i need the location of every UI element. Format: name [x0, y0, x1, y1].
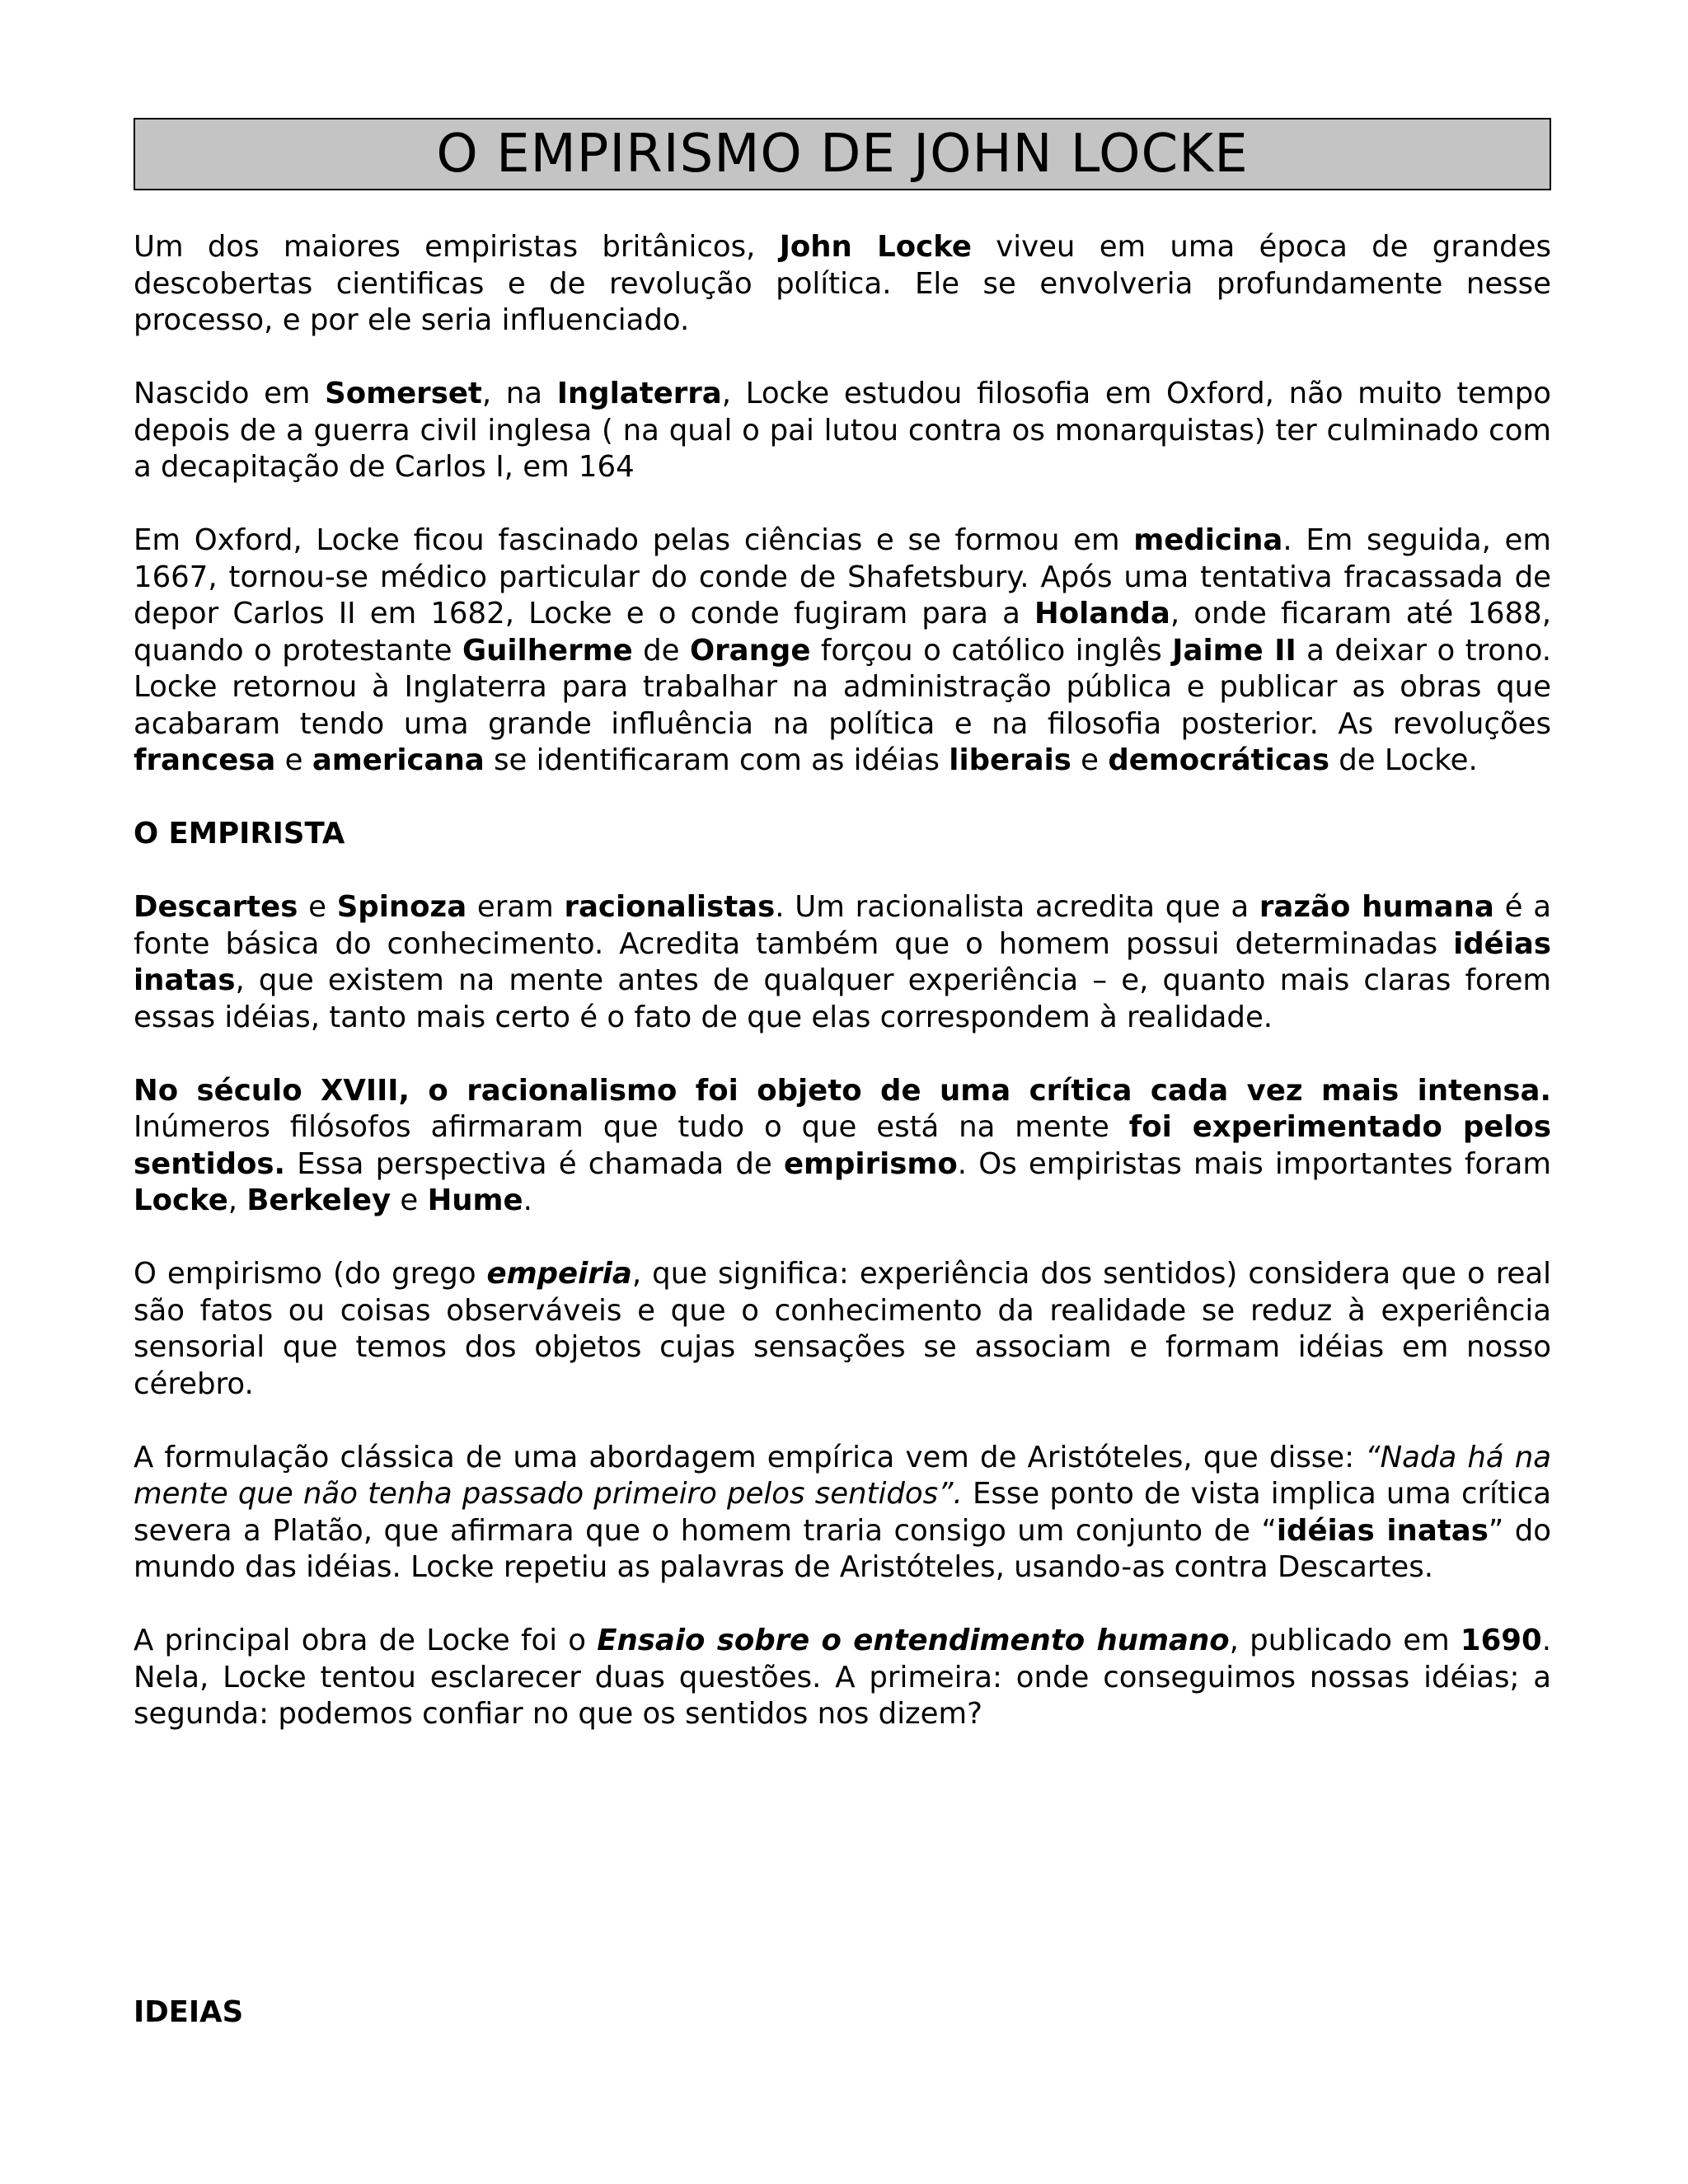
paragraph-rationalists: [134, 889, 1551, 1036]
bold-run: Jaime II: [1172, 633, 1296, 668]
bold-run: Berkeley: [246, 1183, 392, 1217]
text-run: viveu em uma época de grandes descobertas cientificas e de revolução política. Ele se envolveria profundamente nesse processo, e por ele seria influenciado.: [134, 230, 1551, 337]
section-heading-ideias: IDEIAS: [134, 1995, 244, 2029]
paragraph-critique: [134, 1073, 1551, 1220]
bold-run: foi experimentado pelos sentidos.: [134, 1110, 1552, 1181]
bold-run: Guilherme: [462, 633, 633, 668]
text-run: , publicado em: [1229, 1624, 1461, 1657]
text-run: . Em seguida, em 1667, tornou-se médico particular do conde de Shafetsbury. Após uma tentativa fracassada de depor Carlos II em 1682, Locke e o conde fugiram para a: [134, 523, 1551, 630]
text-run: de Locke.: [1329, 743, 1478, 777]
page-title: O EMPIRISMO DE JOHN LOCKE: [436, 124, 1249, 185]
text-run: eram: [467, 890, 565, 924]
bold-italic-run: Ensaio sobre o entendimento humano: [597, 1624, 1230, 1657]
text-run: ” do mundo das idéias. Locke repetiu as palavras de Aristóteles, usando-as contra Descartes.: [134, 1513, 1551, 1584]
text-run: e: [391, 1183, 428, 1217]
bold-run: Locke: [134, 1183, 228, 1217]
bold-run: francesa: [134, 743, 276, 777]
bold-run: liberais: [949, 743, 1071, 777]
paragraph-ensaio: [134, 1623, 1551, 1733]
bold-run: racionalistas: [564, 890, 776, 924]
text-run: . Os empiristas mais importantes foram: [957, 1146, 1551, 1181]
text-run: a deixar o trono. Locke retornou à Inglaterra para trabalhar na administração pública e publicar as obras que acabaram tendo uma grande influência na política e na filosofia posterior. As revoluções: [134, 633, 1551, 741]
text-run: , que existem na mente antes de qualquer experiência – e, quanto mais claras forem essas idéias, tanto mais certo é o fato de que elas correspondem à realidade.: [134, 963, 1551, 1034]
text-run: , que significa: experiência dos sentidos) considera que o real são fatos ou coisas observáveis e que o conhecimento da realidade se reduz à experiência sensorial que temos dos objetos cujas sensações se associam e formam idéias em nosso cérebro.: [134, 1257, 1551, 1401]
bold-run: americana: [312, 743, 485, 777]
paragraph-birth: [134, 376, 1551, 486]
text-run: O empirismo (do grego: [134, 1257, 487, 1291]
section-heading-empirista: O EMPIRISTA: [134, 817, 345, 851]
text-run: de: [632, 633, 690, 668]
text-run: ,: [227, 1183, 247, 1217]
bold-run: Spinoza: [336, 890, 467, 924]
text-run: Inúmeros filósofos afirmaram que tudo o que está na mente: [134, 1110, 1129, 1144]
text-run: . Um racionalista acredita que a: [775, 890, 1259, 924]
bold-run: idéias inatas: [134, 926, 1551, 997]
bold-run: No século XVIII, o racionalismo foi objeto de uma crítica cada vez mais intensa.: [134, 1073, 1551, 1108]
text-run: forçou o católico inglês: [810, 633, 1173, 668]
text-run: , Locke estudou filosofia em Oxford, não muito tempo depois de a guerra civil inglesa ( na qual o pai lutou contra os monarquistas) ter culminado com a decapitação de Carlos I, em 164: [134, 377, 1552, 484]
text-run: , na: [481, 377, 557, 410]
text-run: e: [298, 890, 337, 924]
text-run: A principal obra de Locke foi o: [134, 1624, 598, 1657]
document-body: [134, 229, 1551, 1769]
paragraph-aristoteles: [134, 1440, 1551, 1586]
bold-run: empirismo: [783, 1146, 958, 1181]
bold-run: John Locke: [779, 230, 972, 264]
bold-run: democráticas: [1108, 743, 1329, 777]
text-run: A formulação clássica de uma abordagem empírica vem de Aristóteles, que disse:: [134, 1440, 1366, 1474]
paragraph-oxford: [134, 523, 1551, 780]
paragraph-intro: [134, 229, 1551, 340]
text-run: se identificaram com as idéias: [484, 743, 950, 777]
bold-run: Somerset: [325, 377, 482, 410]
bold-run: Holanda: [1034, 597, 1170, 630]
bold-run: 1690: [1460, 1624, 1542, 1657]
bold-run: razão humana: [1259, 890, 1494, 924]
text-run: Essa perspectiva é chamada de: [285, 1146, 784, 1181]
text-run: .: [523, 1183, 532, 1217]
text-run: e: [275, 743, 312, 777]
paragraph-empirismo-definition: [134, 1256, 1551, 1403]
text-run: e: [1071, 743, 1109, 777]
text-run: Em Oxford, Locke ficou fascinado pelas ciências e se formou em: [134, 523, 1134, 557]
bold-run: Inglaterra: [556, 377, 722, 410]
text-run: é a fonte básica do conhecimento. Acredita também que o homem possui determinadas: [134, 890, 1551, 961]
title-box: [134, 118, 1551, 190]
bold-italic-run: empeiria: [486, 1257, 632, 1291]
bold-run: Descartes: [134, 890, 298, 924]
bold-run: Hume: [427, 1183, 523, 1217]
bold-run: idéias inatas: [1276, 1513, 1489, 1548]
text-run: Esse ponto de vista implica uma crítica severa a Platão, que afirmara que o homem traria consigo um conjunto de “: [134, 1477, 1551, 1548]
bold-run: Orange: [690, 633, 811, 668]
italic-quote: “Nada há na mente que não tenha passado primeiro pelos sentidos”.: [134, 1440, 1551, 1511]
text-run: Nascido em: [134, 377, 326, 410]
text-run: , onde ficaram até 1688, quando o protestante: [134, 597, 1551, 668]
text-run: . Nela, Locke tentou esclarecer duas questões. A primeira: onde conseguimos nossas idéias; a segunda: podemos confiar no que os sentidos nos dizem?: [134, 1624, 1551, 1731]
text-run: Um dos maiores empiristas britânicos,: [134, 230, 780, 264]
bold-run: medicina: [1133, 523, 1283, 557]
